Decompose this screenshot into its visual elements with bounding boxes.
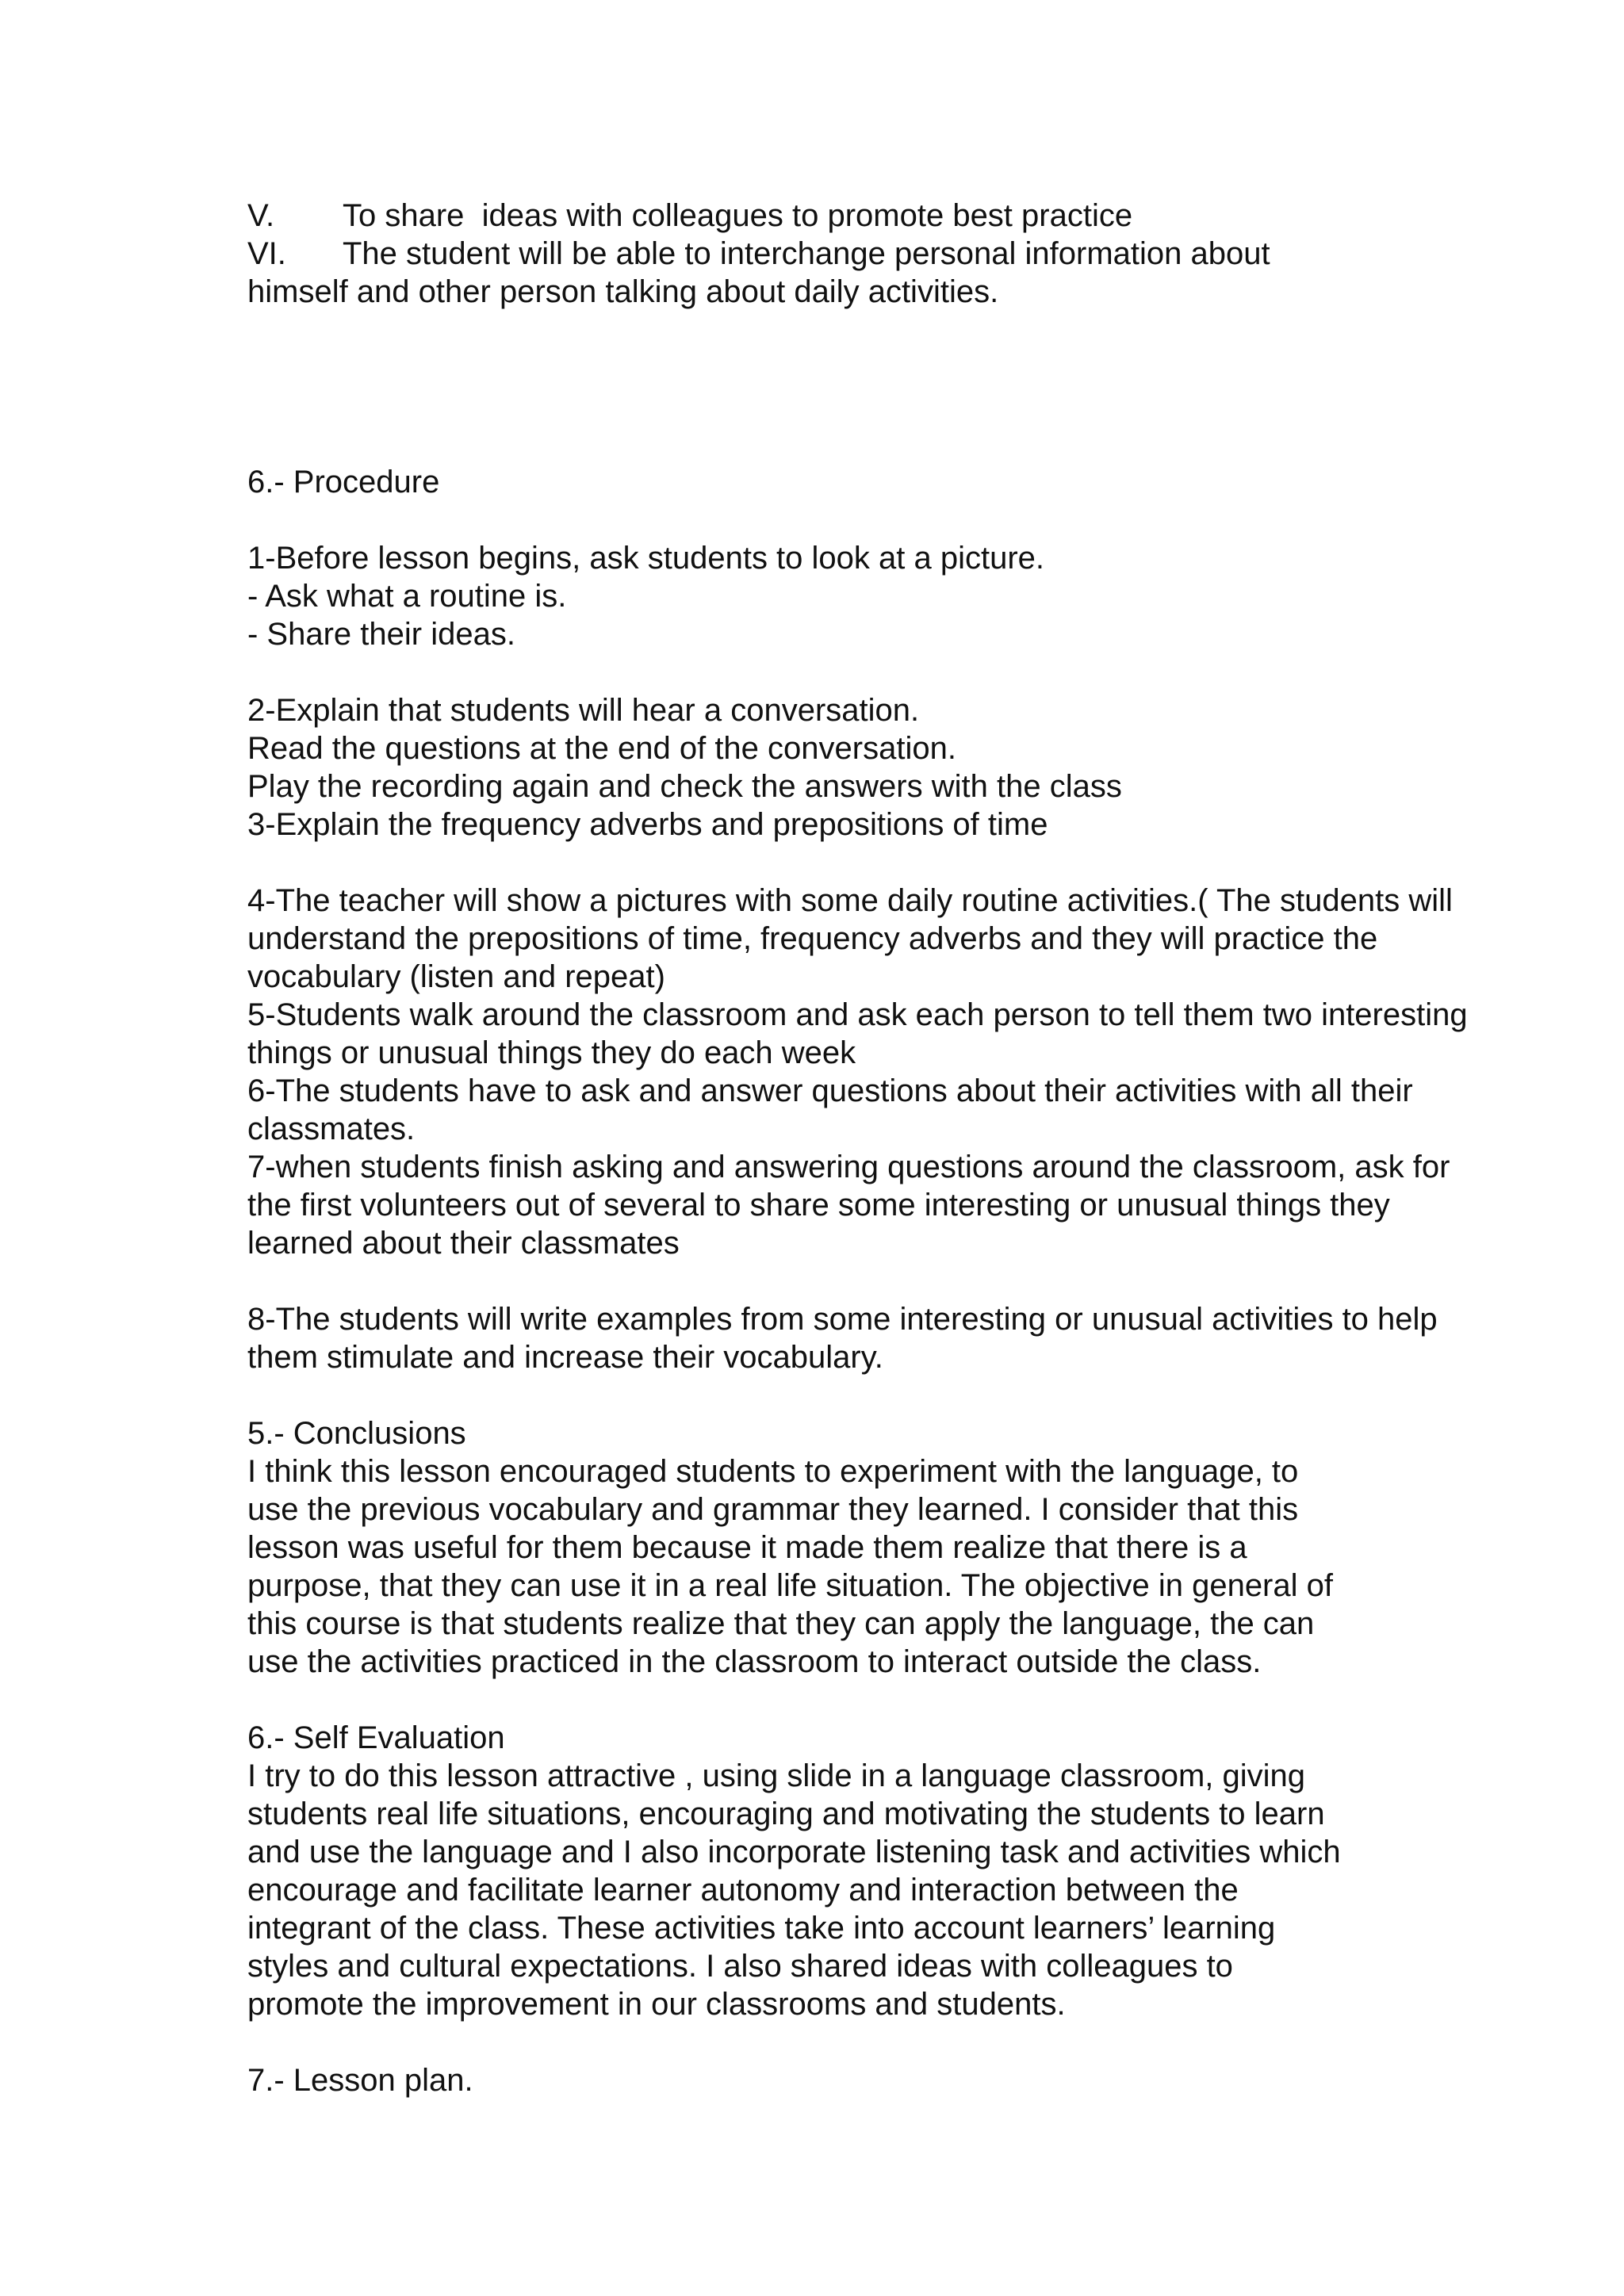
objective-text: The student will be able to interchange personal information about <box>343 236 1270 271</box>
objective-numeral: V. <box>247 198 275 233</box>
procedure-line: Play the recording again and check the answers with the class <box>247 769 1122 804</box>
procedure-steps-2-3 <box>247 691 1548 844</box>
procedure-line: the first volunteers out of several to share some interesting or unusual things they <box>247 1188 1390 1223</box>
procedure-line: 8-The students will write examples from some interesting or unusual activities to help <box>247 1302 1438 1337</box>
procedure-line: 4-The teacher will show a pictures with some daily routine activities.( The students will <box>247 883 1453 918</box>
self-evaluation-line: and use the language and I also incorporate listening task and activities which <box>247 1835 1341 1869</box>
objective-item <box>247 235 1548 273</box>
conclusions-line: use the previous vocabulary and grammar they learned. I consider that this <box>247 1492 1299 1527</box>
procedure-line: 1-Before lesson begins, ask students to look at a picture. <box>247 541 1045 576</box>
self-evaluation-line: students real life situations, encouraging and motivating the students to learn <box>247 1797 1325 1831</box>
conclusions-line: I think this lesson encouraged students to experiment with the language, to <box>247 1454 1299 1489</box>
objective-text: To share ideas with colleagues to promote best practice <box>343 198 1133 233</box>
objective-continuation: himself and other person talking about daily activities. <box>247 274 999 309</box>
spacer <box>247 2023 1548 2061</box>
self-evaluation-line: promote the improvement in our classrooms and students. <box>247 1987 1066 2022</box>
conclusions-line: use the activities practiced in the classroom to interact outside the class. <box>247 1644 1262 1679</box>
procedure-line: classmates. <box>247 1112 416 1146</box>
procedure-line: 3-Explain the frequency adverbs and prepositions of time <box>247 807 1048 842</box>
spacer <box>247 1376 1548 1414</box>
procedure-line: learned about their classmates <box>247 1226 680 1261</box>
spacer <box>247 387 1548 425</box>
procedure-line: - Share their ideas. <box>247 617 515 652</box>
procedure-steps-4-7 <box>247 882 1548 1262</box>
spacer <box>247 844 1548 882</box>
procedure-line: them stimulate and increase their vocabulary. <box>247 1340 883 1375</box>
procedure-line: - Ask what a routine is. <box>247 579 567 614</box>
procedure-line: 6-The students have to ask and answer questions about their activities with all their <box>247 1073 1413 1108</box>
conclusions-line: lesson was useful for them because it made them realize that there is a <box>247 1530 1247 1565</box>
conclusions-line: this course is that students realize that they can apply the language, the can <box>247 1606 1315 1641</box>
objective-item <box>247 197 1548 235</box>
self-evaluation-section <box>247 1719 1548 2023</box>
spacer <box>247 501 1548 539</box>
conclusions-section <box>247 1414 1548 1681</box>
procedure-heading: 6.- Procedure <box>247 465 440 499</box>
lesson-plan-heading: 7.- Lesson plan. <box>247 2063 473 2098</box>
spacer <box>247 311 1548 349</box>
self-evaluation-line: encourage and facilitate learner autonomy and interaction between the <box>247 1873 1239 1908</box>
spacer <box>247 653 1548 691</box>
objective-numeral: VI. <box>247 236 286 271</box>
self-evaluation-heading: 6.- Self Evaluation <box>247 1720 505 1755</box>
procedure-line: understand the prepositions of time, frequency adverbs and they will practice the <box>247 921 1378 956</box>
procedure-line: vocabulary (listen and repeat) <box>247 959 665 994</box>
self-evaluation-line: integrant of the class. These activities take into account learners’ learning <box>247 1911 1276 1946</box>
procedure-line: things or unusual things they do each week <box>247 1035 856 1070</box>
conclusions-heading: 5.- Conclusions <box>247 1416 466 1451</box>
procedure-line: 5-Students walk around the classroom and ask each person to tell them two interesting <box>247 997 1468 1032</box>
procedure-line: 7-when students finish asking and answering questions around the classroom, ask for <box>247 1150 1450 1184</box>
procedure-step-8 <box>247 1300 1548 1376</box>
procedure-line: Read the questions at the end of the conversation. <box>247 731 956 766</box>
spacer <box>247 349 1548 387</box>
spacer <box>247 425 1548 463</box>
procedure-line: 2-Explain that students will hear a conversation. <box>247 693 920 728</box>
self-evaluation-line: I try to do this lesson attractive , using slide in a language classroom, giving <box>247 1758 1306 1793</box>
self-evaluation-line: styles and cultural expectations. I also shared ideas with colleagues to <box>247 1949 1233 1984</box>
document-body <box>247 197 1548 2099</box>
conclusions-line: purpose, that they can use it in a real life situation. The objective in general of <box>247 1568 1333 1603</box>
objectives-list <box>247 197 1548 311</box>
procedure-step-1 <box>247 539 1548 653</box>
spacer <box>247 1681 1548 1719</box>
spacer <box>247 1262 1548 1300</box>
